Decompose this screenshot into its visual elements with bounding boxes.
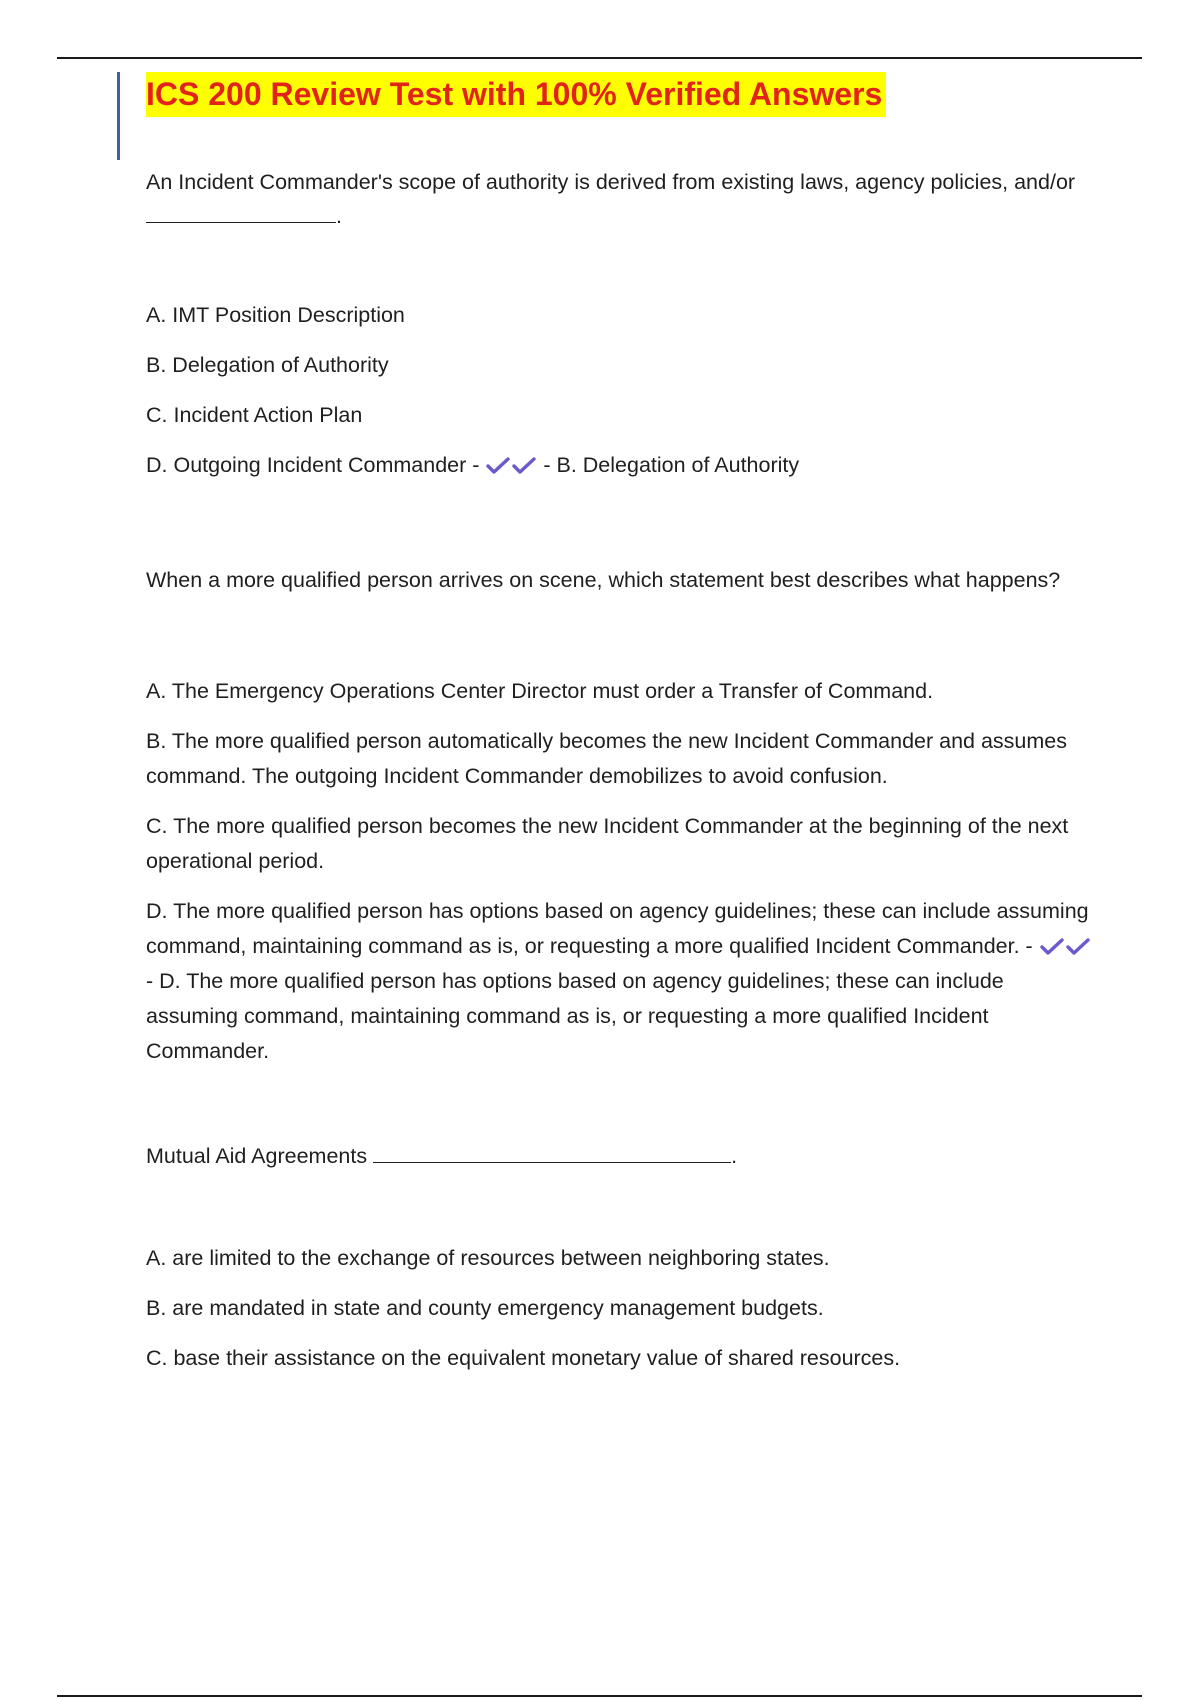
question-3-option-b: B. are mandated in state and county emergency management budgets.: [146, 1296, 824, 1320]
question-3-prompt-end: .: [731, 1144, 738, 1168]
answer-blank: [146, 202, 336, 223]
document-body: [146, 72, 1096, 1391]
question-1-option-b: B. Delegation of Authority: [146, 353, 389, 377]
question-2-answer: - D. The more qualified person has options based on agency guidelines; these can include assuming command, maintaining command as is, or requesting a more qualified Incident Commander.: [146, 969, 1004, 1063]
question-1-option-d: [146, 448, 1096, 483]
check-icon: [485, 455, 511, 475]
question-3-option-c: C. base their assistance on the equivalent monetary value of shared resources.: [146, 1346, 901, 1370]
question-1-options: [146, 298, 1096, 483]
question-1-prompt-end: .: [336, 204, 342, 228]
question-2-options: [146, 674, 1096, 1069]
bottom-rule: [57, 1695, 1142, 1697]
question-1-option-d-text: D. Outgoing Incident Commander -: [146, 453, 486, 477]
check-icon: [1039, 936, 1065, 956]
check-icon: [1065, 936, 1091, 956]
question-3-option-a: A. are limited to the exchange of resources between neighboring states.: [146, 1246, 830, 1270]
title-accent-bar: [117, 72, 120, 160]
question-2-option-b: B. The more qualified person automatically becomes the new Incident Commander and assumes command. The outgoing Incident Commander demobilizes to avoid confusion.: [146, 729, 1068, 788]
question-2-option-c: C. The more qualified person becomes the new Incident Commander at the beginning of the next operational period.: [146, 814, 1069, 873]
question-3-prompt: [146, 1139, 1096, 1173]
question-3-prompt-text: Mutual Aid Agreements: [146, 1144, 374, 1168]
question-1-prompt: [146, 165, 1096, 233]
question-2-option-d: [146, 894, 1096, 1069]
question-1-option-c: C. Incident Action Plan: [146, 403, 363, 427]
question-2-option-d-text: D. The more qualified person has options based on agency guidelines; these can include assuming command, maintaining command as is, or requesting a more qualified Incident Commander. -: [146, 899, 1089, 958]
document-title: ICS 200 Review Test with 100% Verified Answers: [146, 72, 886, 117]
question-3-options: [146, 1241, 1096, 1376]
question-1-prompt-text: An Incident Commander's scope of authority is derived from existing laws, agency policies, and/or: [146, 170, 1076, 194]
check-icon: [511, 455, 537, 475]
question-1-option-a: A. IMT Position Description: [146, 303, 405, 327]
question-2-prompt: When a more qualified person arrives on scene, which statement best describes what happens?: [146, 568, 1061, 592]
question-1-answer: - B. Delegation of Authority: [537, 453, 800, 477]
top-rule: [57, 57, 1142, 59]
question-2-option-a: A. The Emergency Operations Center Director must order a Transfer of Command.: [146, 679, 934, 703]
answer-blank: [373, 1142, 731, 1163]
